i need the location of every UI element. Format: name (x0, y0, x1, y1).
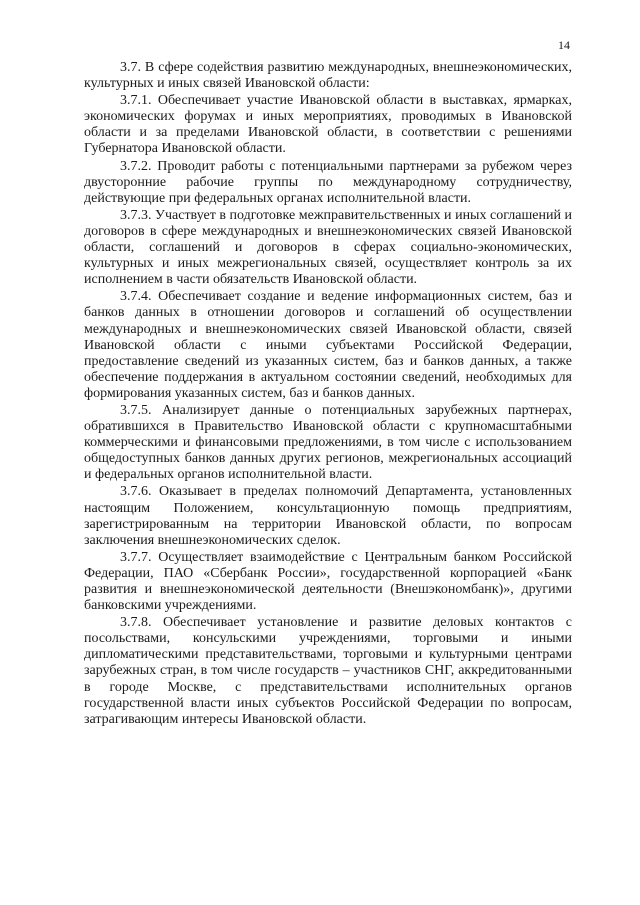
paragraph-3-7-4: 3.7.4. Обеспечивает создание и ведение информационных систем, баз и банков данных в отношении договоров и соглашений об осуществлении международных и внешнеэкономических связей Ивановской области, связей Ивановской области с иными субъектами Российской Федерации, предоставление сведений из указанных систем, баз и банков данных, а также обеспечение поддержания в актуальном состоянии сведений, необходимых для формирования указанных систем, баз и банков данных. (84, 289, 572, 401)
paragraph-3-7: 3.7. В сфере содействия развитию международных, внешнеэкономических, культурных и иных связей Ивановской области: (84, 60, 572, 92)
paragraph-3-7-5: 3.7.5. Анализирует данные о потенциальных зарубежных партнерах, обратившихся в Правительство Ивановской области с крупномасштабными коммерческими и финансовыми предложениями, в том числе с использованием общедоступных банков данных других регионов, межрегиональных ассоциаций и федеральных органов исполнительной власти. (84, 402, 572, 483)
paragraph-3-7-6: 3.7.6. Оказывает в пределах полномочий Департамента, установленных настоящим Положением, консультационную помощь предприятиям, зарегистрированным на территории Ивановской области, по вопросам заключения внешнеэкономических сделок. (84, 484, 572, 548)
paragraph-3-7-1: 3.7.1. Обеспечивает участие Ивановской области в выставках, ярмарках, экономических форумах и иных мероприятиях, проводимых в Ивановской области и за пределами Ивановской области, в соответствии с решениями Губернатора Ивановской области. (84, 93, 572, 157)
paragraph-3-7-7: 3.7.7. Осуществляет взаимодействие с Центральным банком Российской Федерации, ПАО «Сбербанк России», государственной корпорацией «Банк развития и внешнеэкономической деятельности (Внешэкономбанк)», другими банковскими учреждениями. (84, 549, 572, 614)
paragraph-3-7-3: 3.7.3. Участвует в подготовке межправительственных и иных соглашений и договоров в сфере международных и внешнеэкономических связей Ивановской области, соглашений и договоров в сферах социально-экономических, культурных и иных межрегиональных связей, осуществляет контроль за их исполнением в части обязательств Ивановской области. (84, 207, 572, 288)
paragraph-3-7-2: 3.7.2. Проводит работы с потенциальными партнерами за рубежом через двусторонние рабочие группы по международному сотрудничеству, действующие при федеральных органах исполнительной власти. (84, 158, 572, 206)
document-body (84, 60, 572, 729)
page-number: 14 (558, 38, 570, 52)
paragraph-3-7-8: 3.7.8. Обеспечивает установление и развитие деловых контактов с посольствами, консульскими учреждениями, торговыми и иными дипломатическими представительствами, торговыми и культурными центрами зарубежных стран, в том числе государств – участников СНГ, аккредитованными в городе Москве, с представительствами исполнительных органов государственной власти иных субъектов Российской Федерации по вопросам, затрагивающим интересы Ивановской области. (84, 615, 572, 727)
